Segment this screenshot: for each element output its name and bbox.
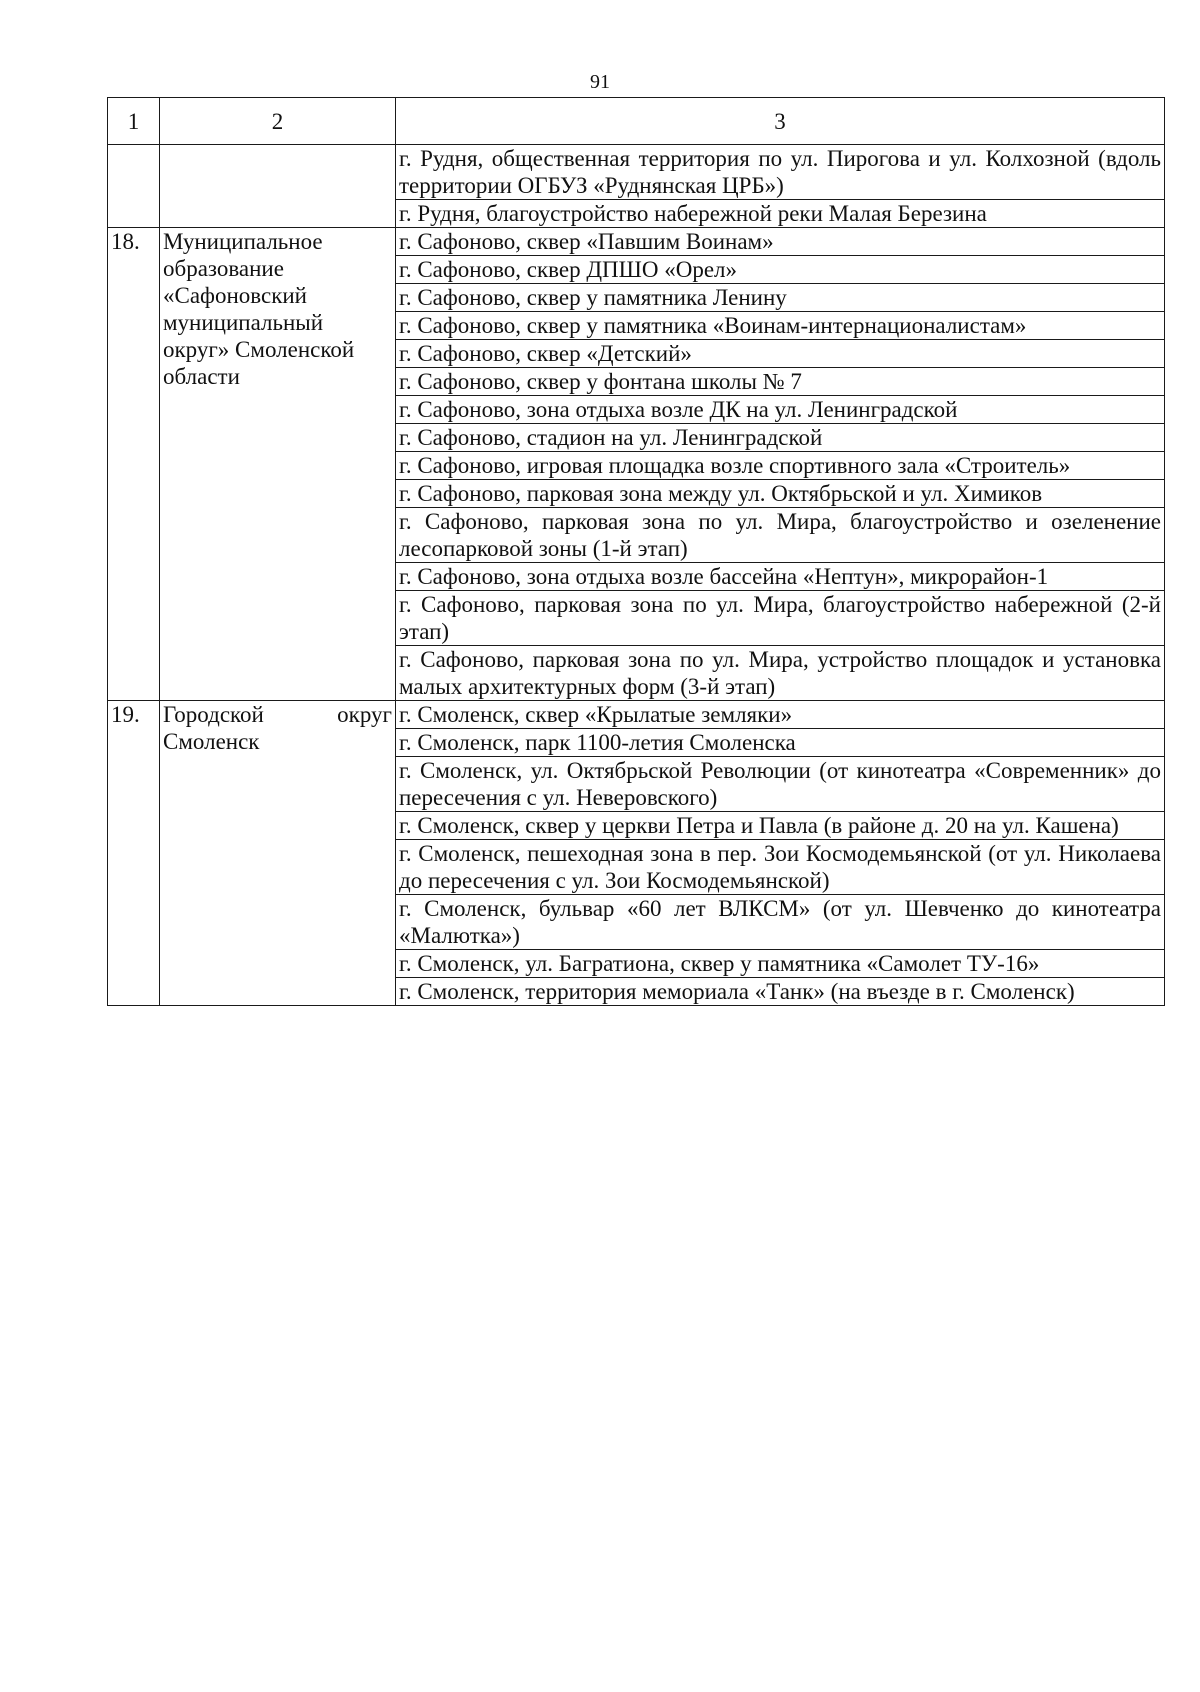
territory-item: г. Смоленск, ул. Октябрьской Революции (от кинотеатра «Современник» до пересечения с ул. Неверовского) <box>396 757 1165 812</box>
territory-item: г. Сафоново, игровая площадка возле спортивного зала «Строитель» <box>396 452 1165 480</box>
municipality-name: Городской округ Смоленск <box>160 701 396 1006</box>
row-number-empty <box>108 145 160 228</box>
territory-item: г. Смоленск, ул. Багратиона, сквер у памятника «Самолет ТУ-16» <box>396 950 1165 978</box>
territory-item: г. Сафоново, зона отдыха возле бассейна «Нептун», микрорайон-1 <box>396 563 1165 591</box>
territory-item: г. Рудня, благоустройство набережной реки Малая Березина <box>396 200 1165 228</box>
column-header-3: 3 <box>396 98 1165 145</box>
territory-item: г. Сафоново, сквер у памятника «Воинам-интернационалистам» <box>396 312 1165 340</box>
territory-item: г. Сафоново, парковая зона по ул. Мира, благоустройство набережной (2-й этап) <box>396 591 1165 646</box>
territory-item: г. Сафоново, сквер ДПШО «Орел» <box>396 256 1165 284</box>
table-row <box>108 228 1165 256</box>
territory-item: г. Сафоново, сквер «Павшим Воинам» <box>396 228 1165 256</box>
territory-item: г. Сафоново, сквер у фонтана школы № 7 <box>396 368 1165 396</box>
territory-item: г. Сафоново, стадион на ул. Ленинградской <box>396 424 1165 452</box>
territory-item: г. Смоленск, парк 1100-летия Смоленска <box>396 729 1165 757</box>
municipality-name: Муниципальное образование «Сафоновский муниципальный округ» Смоленской области <box>160 228 396 701</box>
territory-item: г. Смоленск, сквер у церкви Петра и Павла (в районе д. 20 на ул. Кашена) <box>396 812 1165 840</box>
territory-item: г. Смоленск, сквер «Крылатые земляки» <box>396 701 1165 729</box>
page-number: 91 <box>590 71 610 93</box>
territory-item: г. Сафоново, парковая зона между ул. Октябрьской и ул. Химиков <box>396 480 1165 508</box>
column-header-2: 2 <box>160 98 396 145</box>
territory-item: г. Сафоново, парковая зона по ул. Мира, благоустройство и озеленение лесопарковой зоны (1-й этап) <box>396 508 1165 563</box>
territories-table <box>107 97 1165 1006</box>
territory-item: г. Смоленск, бульвар «60 лет ВЛКСМ» (от ул. Шевченко до кинотеатра «Малютка») <box>396 895 1165 950</box>
territory-item: г. Рудня, общественная территория по ул. Пирогова и ул. Колхозной (вдоль территории ОГБУЗ «Руднянская ЦРБ») <box>396 145 1165 200</box>
table-row <box>108 145 1165 200</box>
table-header-row <box>108 98 1165 145</box>
municipality-name-empty <box>160 145 396 228</box>
territory-item: г. Сафоново, сквер «Детский» <box>396 340 1165 368</box>
territory-item: г. Смоленск, пешеходная зона в пер. Зои Космодемьянской (от ул. Николаева до пересечения с ул. Зои Космодемьянской) <box>396 840 1165 895</box>
table-row <box>108 701 1165 729</box>
row-number: 18. <box>108 228 160 701</box>
territory-item: г. Сафоново, парковая зона по ул. Мира, устройство площадок и установка малых архитектурных форм (3-й этап) <box>396 646 1165 701</box>
column-header-1: 1 <box>108 98 160 145</box>
territory-item: г. Смоленск, территория мемориала «Танк» (на въезде в г. Смоленск) <box>396 978 1165 1006</box>
territory-item: г. Сафоново, зона отдыха возле ДК на ул. Ленинградской <box>396 396 1165 424</box>
territory-item: г. Сафоново, сквер у памятника Ленину <box>396 284 1165 312</box>
row-number: 19. <box>108 701 160 1006</box>
